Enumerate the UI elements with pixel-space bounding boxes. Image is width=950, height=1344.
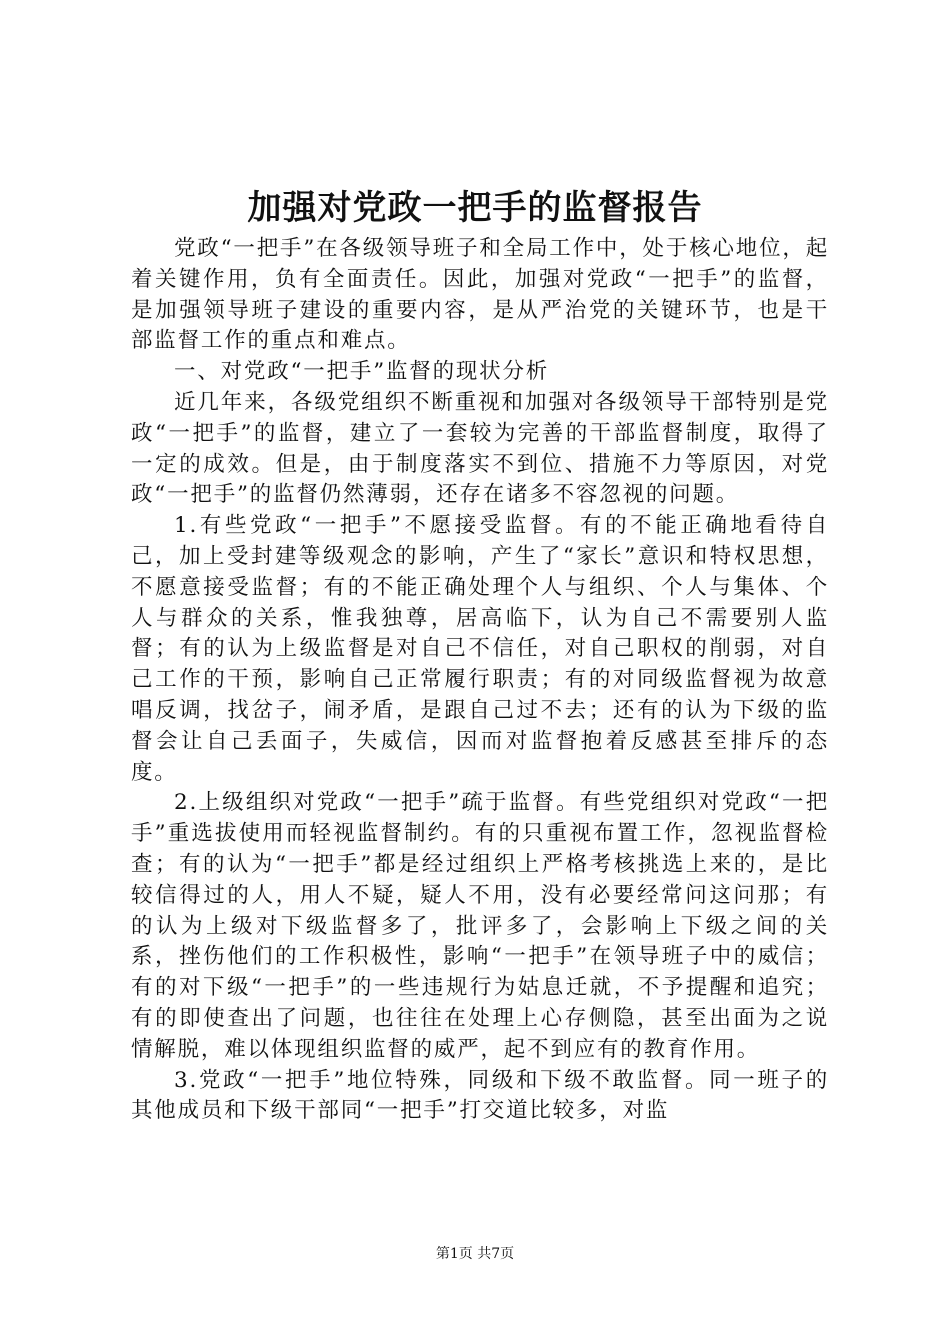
paragraph-point-2: 2.上级组织对党政“一把手”疏于监督。有些党组织对党政“一把手”重选拔使用而轻视监督制约。有的只重视布置工作，忽视监督检查；有的认为“一把手”都是经过组织上严格考核挑选上来的，是比较信得过的人，用人不疑，疑人不用，没有必要经常问这问那；有的认为上级对下级监督多了，批评多了，会影响上下级之间的关系，挫伤他们的工作积极性，影响“一把手”在领导班子中的威信；有的对下级“一把手”的一些违规行为姑息迁就，不予提醒和追究；有的即使查出了问题，也往往在处理上心存侧隐，甚至出面为之说情解脱，难以体现组织监督的威严，起不到应有的教育作用。 [131,790,829,1062]
section-heading: 一、对党政“一把手”监督的现状分析 [174,359,550,385]
paragraph-intro: 党政“一把手”在各级领导班子和全局工作中，处于核心地位，起着关键作用，负有全面责任。因此，加强对党政“一把手”的监督，是加强领导班子建设的重要内容，是从严治党的关键环节，也是干部监督工作的重点和难点。 [131,236,829,354]
paragraph-point-1: 1.有些党政“一把手”不愿接受监督。有的不能正确地看待自己，加上受封建等级观念的影响，产生了“家长”意识和特权思想，不愿意接受监督；有的不能正确处理个人与组织、个人与集体、个人与群众的关系，惟我独尊，居高临下，认为自己不需要别人监督；有的认为上级监督是对自己不信任，对自己职权的削弱，对自己工作的干预，影响自己正常履行职责；有的对同级监督视为故意唱反调，找岔子，闹矛盾，是跟自己过不去；还有的认为下级的监督会让自己丢面子，失威信，因而对监督抱着反感甚至排斥的态度。 [131,513,829,785]
paragraph-point-3: 3.党政“一把手”地位特殊，同级和下级不敢监督。同一班子的其他成员和下级干部同“一把手”打交道比较多，对监 [131,1067,829,1124]
document-body [131,234,829,1127]
paragraph-overview: 近几年来，各级党组织不断重视和加强对各级领导干部特别是党政“一把手”的监督，建立了一套较为完善的干部监督制度，取得了一定的成效。但是，由于制度落实不到位、措施不力等原因，对党政“一把手”的监督仍然薄弱，还存在诸多不容忽视的问题。 [131,389,829,508]
document-title: 加强对党政一把手的监督报告 [247,188,703,228]
page-footer: 第1页 共7页 [435,1246,515,1262]
